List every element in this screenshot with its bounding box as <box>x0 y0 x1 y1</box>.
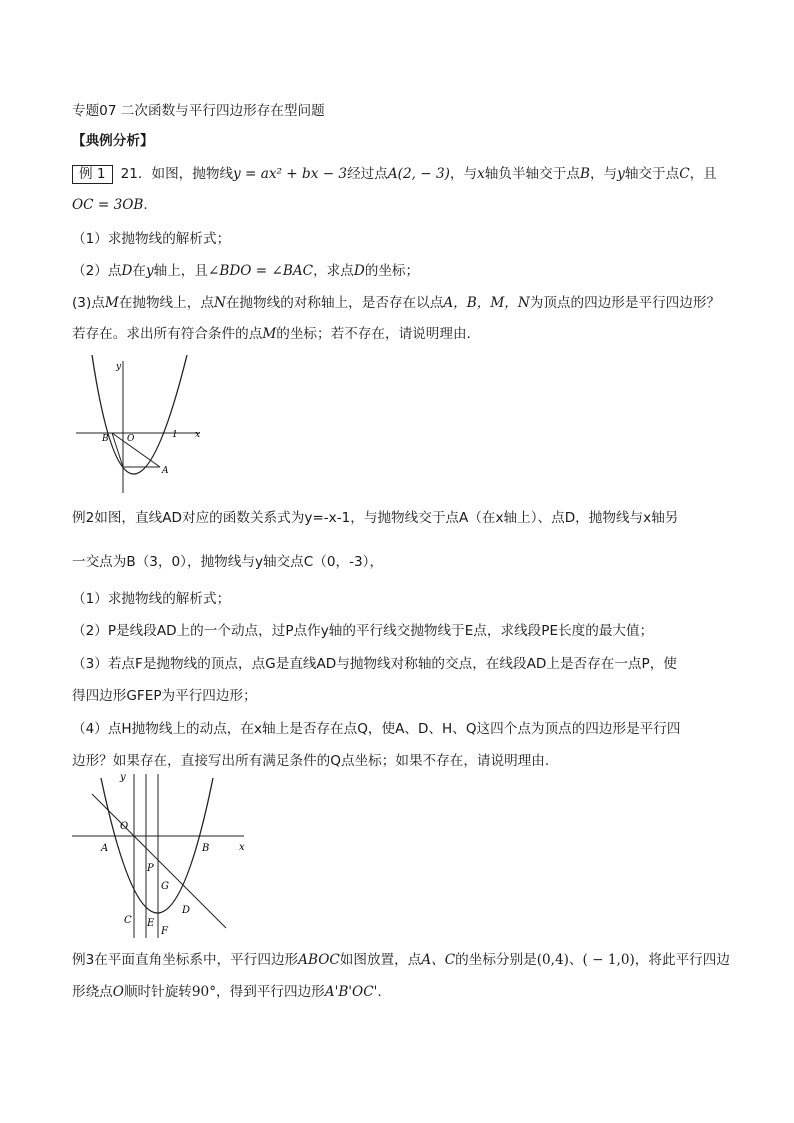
text: 的坐标；若不存在，请说明理由. <box>276 326 471 342</box>
example2-q4-line1: （4）点H抛物线上的动点，在x轴上是否存在点Q，使A、D、H、Q这四个点为顶点的四边形是平行四 <box>72 721 681 737</box>
label-d: D <box>182 905 191 916</box>
example2-q4-line2: 边形？如果存在，直接写出所有满足条件的Q点坐标；如果不存在，请说明理由. <box>72 753 550 769</box>
text: 为顶点的四边形是平行四边形？ <box>529 295 721 311</box>
section-header: 【典例分析】 <box>72 133 154 149</box>
figure-2-parabola-line <box>68 768 250 942</box>
text: 形绕点 <box>72 984 113 1000</box>
text: ，与 <box>589 166 618 182</box>
text: ，且 <box>689 166 717 182</box>
example-label-box: 例 1 <box>72 165 113 184</box>
problem-number: 21． <box>120 166 152 182</box>
var: M <box>262 326 277 342</box>
example1-line1 <box>72 165 717 184</box>
text: ，与 <box>449 166 478 182</box>
text: 例3在平面直角坐标系中，平行四边形 <box>72 952 299 968</box>
example1-q3-line2 <box>72 325 471 343</box>
example2-q3-line2: 得四边形GFEP为平行四边形； <box>72 688 257 704</box>
var: N <box>213 295 226 311</box>
var: A，B，M，N <box>443 295 530 311</box>
point-a: A(2, − 3) <box>387 166 450 182</box>
coord: (0,4) <box>536 952 569 968</box>
coord: ( − 1,0) <box>582 952 635 968</box>
text: 如图放置，点 <box>339 952 422 968</box>
var: ABOC <box>298 952 340 968</box>
text: . <box>143 197 148 213</box>
label-a: A <box>162 466 169 476</box>
text: 、 <box>568 952 583 968</box>
var: D <box>121 263 133 279</box>
text: 轴交于点 <box>624 166 680 182</box>
condition: OC = 3OB <box>72 197 144 213</box>
label-y: y <box>116 362 122 372</box>
label-a: A <box>101 843 109 854</box>
text: （2）点 <box>72 263 122 279</box>
angle-equation: ∠BDO = ∠BAC <box>208 263 314 279</box>
label-one: 1 <box>172 430 178 440</box>
var: A'B'OC' <box>324 984 378 1000</box>
label-o: O <box>120 821 129 832</box>
label-b: B <box>102 434 109 444</box>
label-g: G <box>161 881 169 892</box>
var: O <box>112 984 124 1000</box>
text: ，求点 <box>313 263 354 279</box>
var: C <box>679 166 690 182</box>
var: A、C <box>421 952 456 968</box>
var: y <box>145 263 154 279</box>
text: 的坐标； <box>364 263 420 279</box>
text: 在 <box>132 263 146 279</box>
label-x: x <box>195 430 201 440</box>
example1-q2 <box>72 262 419 280</box>
text: 若存在。求出所有符合条件的点 <box>72 326 263 342</box>
var: M <box>104 295 119 311</box>
label-x: x <box>239 842 245 853</box>
figure-1-parabola <box>72 355 212 497</box>
var: B <box>579 166 590 182</box>
text: ，得到平行四边形 <box>216 984 325 1000</box>
example1-q1: （1）求抛物线的解析式； <box>72 231 231 247</box>
var: x <box>477 166 485 182</box>
text: (3)点 <box>72 295 105 311</box>
label-b: B <box>202 843 210 854</box>
example2-line2: 一交点为B（3，0），抛物线与y轴交点C（0，-3）， <box>72 554 384 570</box>
text: 顺时针旋转 <box>123 984 192 1000</box>
text: 经过点 <box>347 166 388 182</box>
example2-line1: 例2如图，直线AD对应的函数关系式为y=-x-1，与抛物线交于点A（在x轴上）、点D，抛物线与x轴另 <box>72 510 679 526</box>
text: 的坐标分别是 <box>455 952 537 968</box>
example3-line2 <box>72 983 382 1001</box>
var: D <box>353 263 365 279</box>
text: . <box>377 984 382 1000</box>
text: 在抛物线上，点 <box>118 295 214 311</box>
label-o: O <box>127 434 135 444</box>
example2-q2: （2）P是线段AD上的一个动点，过P点作y轴的平行线交抛物线于E点，求线段PE长度的最大值； <box>72 623 654 639</box>
page-title: 专题07 二次函数与平行四边形存在型问题 <box>72 103 325 119</box>
example2-q3-line1: （3）若点F是抛物线的顶点，点G是直线AD与抛物线对称轴的交点，在线段AD上是否存在一点P，使 <box>72 656 677 672</box>
label-p: P <box>147 863 154 874</box>
parabola <box>92 355 187 474</box>
text: 轴上，且 <box>153 263 208 279</box>
example2-q1: （1）求抛物线的解析式； <box>72 591 231 607</box>
example3-line1 <box>72 951 730 969</box>
text: 在抛物线的对称轴上，是否存在以点 <box>225 295 444 311</box>
example1-line2 <box>72 196 148 214</box>
line-ad <box>92 794 226 928</box>
equation: y = ax² + bx − 3 <box>233 166 348 182</box>
label-e: E <box>147 918 155 929</box>
example1-q3 <box>72 294 720 312</box>
label-y: y <box>120 772 126 783</box>
text: 轴负半轴交于点 <box>484 166 580 182</box>
var: y <box>617 166 625 182</box>
text: ，将此平行四边 <box>634 952 730 968</box>
label-c: C <box>124 915 132 926</box>
label-f: F <box>161 926 168 937</box>
parabola <box>101 778 213 913</box>
text: 如图，抛物线 <box>151 166 234 182</box>
angle: 90° <box>191 984 217 1000</box>
